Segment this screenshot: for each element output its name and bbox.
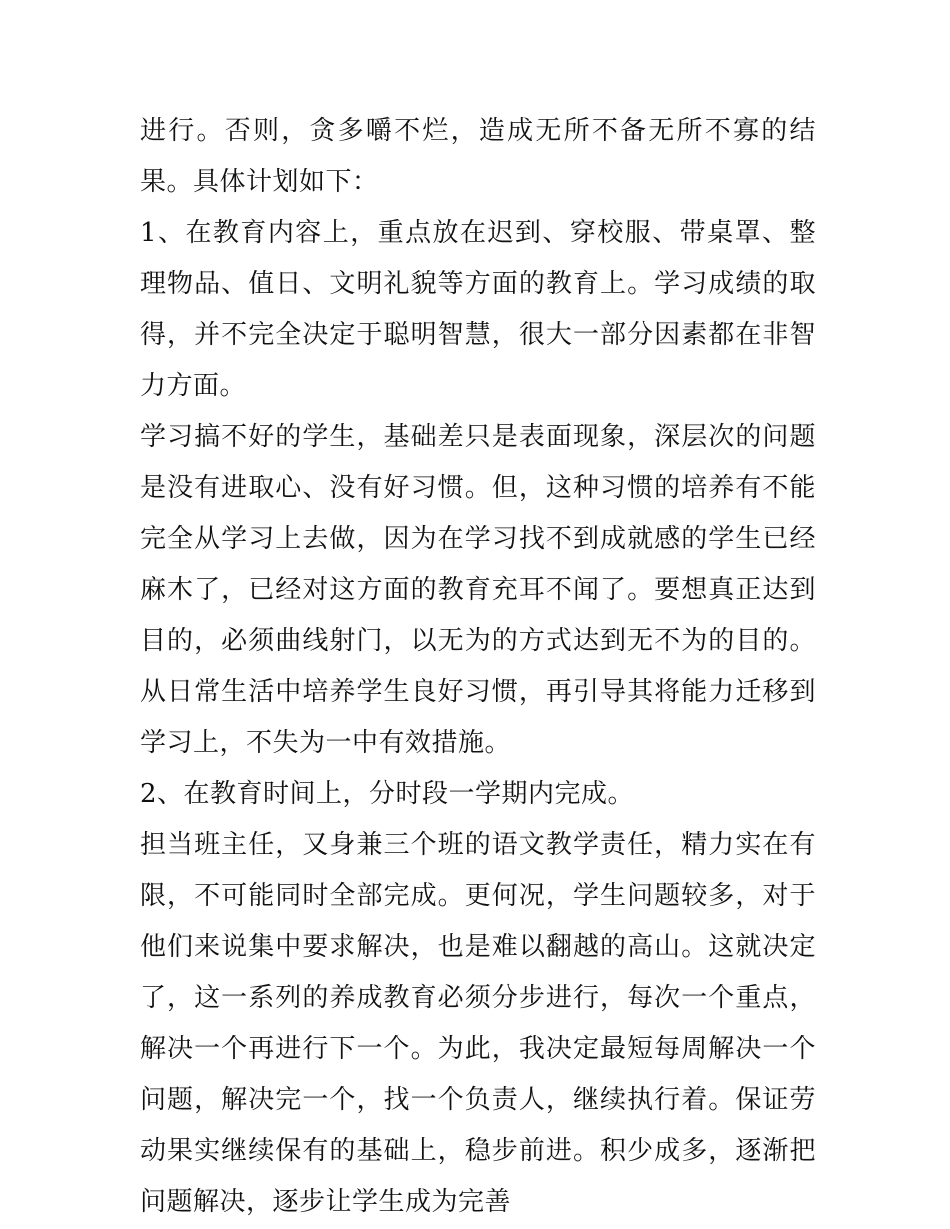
paragraph-time-explanation: 担当班主任，又身兼三个班的语文教学责任，精力实在有限，不可能同时全部完成。更何况，学生问题较多，对于他们来说集中要求解决，也是难以翻越的高山。这就决定了，这一系列的养成教育必须分步进行，每次一个重点，解决一个再进行下一个。为此，我决定最短每周解决一个问题，解决完一个，找一个负责人，继续执行着。保证劳动果实继续保有的基础上，稳步前进。积少成多，逐渐把问题解决，逐步让学生成为完善 (140, 830, 816, 1217)
paragraph-item-2-time: 2、在教育时间上，分时段一学期内完成。 (140, 779, 635, 809)
paragraph-plan-intro: 进行。否则，贪多嚼不烂，造成无所不备无所不寡的结果。具体计划如下： (140, 116, 816, 197)
document-body (140, 106, 816, 1228)
paragraph-item-1-content: 1、在教育内容上，重点放在迟到、穿校服、带桌罩、整理物品、值日、文明礼貌等方面的教育上。学习成绩的取得，并不完全决定于聪明智慧，很大一部分因素都在非智力方面。 (140, 218, 816, 401)
paragraph-habit-explanation: 学习搞不好的学生，基础差只是表面现象，深层次的问题是没有进取心、没有好习惯。但，这种习惯的培养有不能完全从学习上去做，因为在学习找不到成就感的学生已经麻木了，已经对这方面的教育充耳不闻了。要想真正达到目的，必须曲线射门，以无为的方式达到无不为的目的。从日常生活中培养学生良好习惯，再引导其将能力迁移到学习上，不失为一中有效措施。 (140, 422, 816, 758)
